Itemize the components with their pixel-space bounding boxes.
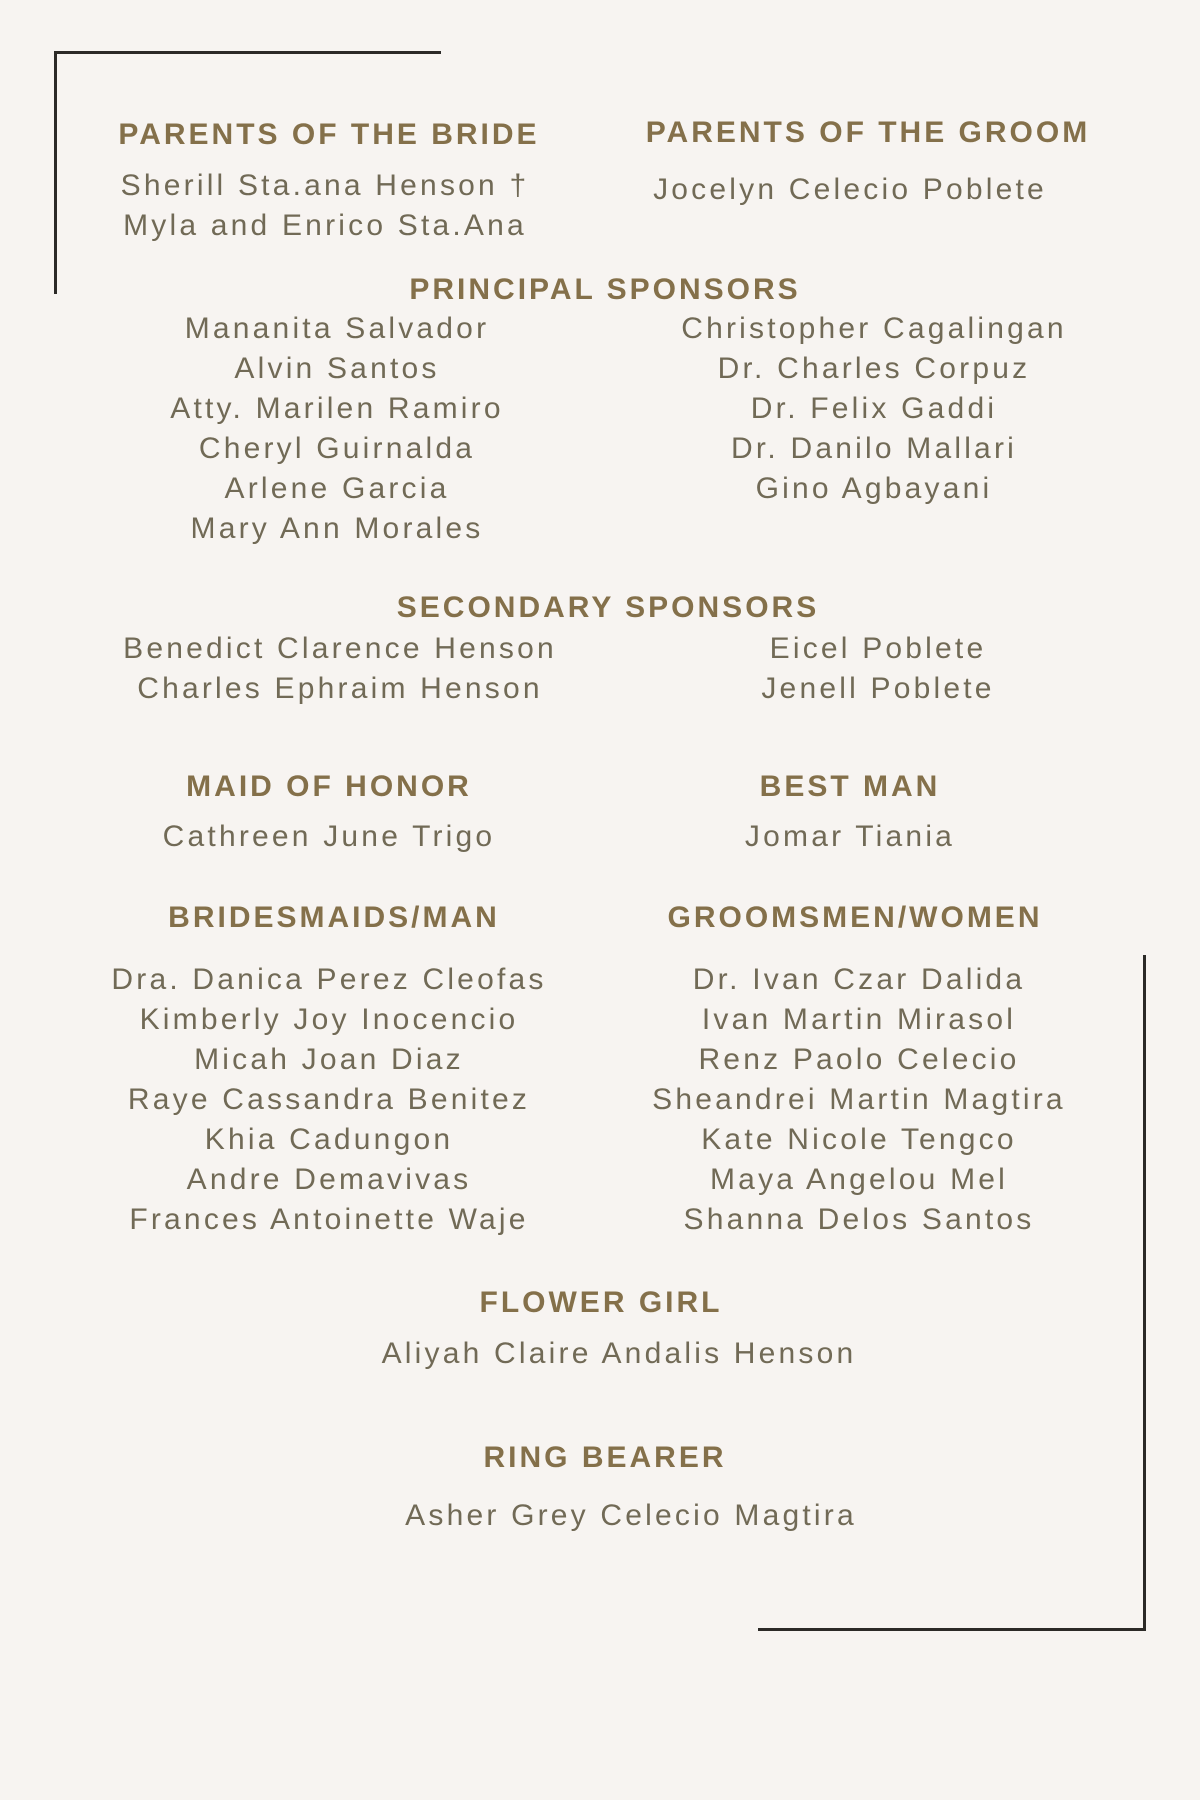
name-item: Myla and Enrico Sta.Ana — [123, 209, 527, 242]
name-item: Maya Angelou Mel — [709, 1163, 1009, 1196]
frame-left-line — [54, 51, 57, 294]
name-item: Shanna Delos Santos — [683, 1203, 1035, 1236]
best-man-name: Jomar Tiania — [744, 820, 956, 853]
name-item: Kimberly Joy Inocencio — [139, 1003, 519, 1036]
name-item: Alvin Santos — [234, 352, 440, 385]
parents-of-bride-heading: PARENTS OF THE BRIDE — [118, 118, 540, 151]
ring-bearer-name: Asher Grey Celecio Magtira — [405, 1499, 857, 1532]
principal-sponsors-heading: PRINCIPAL SPONSORS — [409, 273, 801, 306]
secondary-sponsors-heading: SECONDARY SPONSORS — [396, 591, 820, 624]
secondary-sponsors-right-list — [761, 629, 994, 709]
name-item: Dr. Danilo Mallari — [731, 432, 1017, 465]
parents-of-bride-list — [121, 166, 530, 246]
maid-of-honor-name: Cathreen June Trigo — [162, 820, 496, 853]
maid-of-honor-heading: MAID OF HONOR — [186, 770, 472, 803]
frame-right-line — [1143, 955, 1146, 1631]
name-item: Mary Ann Morales — [190, 512, 484, 545]
name-item: Micah Joan Diaz — [194, 1043, 464, 1076]
parents-of-groom-heading: PARENTS OF THE GROOM — [645, 116, 1091, 149]
name-item: Dr. Charles Corpuz — [717, 352, 1031, 385]
name-item: Mananita Salvador — [184, 312, 490, 345]
name-item: Cheryl Guirnalda — [198, 432, 476, 465]
name-item: Arlene Garcia — [224, 472, 450, 505]
bridesmaids-list — [111, 960, 546, 1240]
name-item: Sherill Sta.ana Henson † — [120, 169, 530, 202]
name-item: Eicel Poblete — [769, 632, 987, 665]
best-man-heading: BEST MAN — [759, 770, 941, 803]
name-item: Jocelyn Celecio Poblete — [653, 173, 1047, 206]
name-item: Jenell Poblete — [761, 672, 995, 705]
name-item: Dr. Ivan Czar Dalida — [692, 963, 1026, 996]
name-item: Andre Demavivas — [186, 1163, 472, 1196]
parents-of-groom-list — [653, 170, 1047, 210]
frame-top-line — [54, 51, 441, 54]
groomsmen-heading: GROOMSMEN/WOMEN — [667, 901, 1043, 934]
name-item: Sheandrei Martin Magtira — [652, 1083, 1066, 1116]
name-item: Khia Cadungon — [204, 1123, 454, 1156]
name-item: Dr. Felix Gaddi — [750, 392, 998, 425]
name-item: Atty. Marilen Ramiro — [170, 392, 504, 425]
name-item: Benedict Clarence Henson — [123, 632, 557, 665]
name-item: Christopher Cagalingan — [681, 312, 1067, 345]
name-item: Ivan Martin Mirasol — [701, 1003, 1017, 1036]
secondary-sponsors-left-list — [123, 629, 557, 709]
principal-sponsors-right-list — [681, 309, 1067, 509]
flower-girl-heading: FLOWER GIRL — [479, 1286, 723, 1319]
bridesmaids-heading: BRIDESMAIDS/MAN — [168, 901, 500, 934]
principal-sponsors-left-list — [170, 309, 504, 549]
name-item: Charles Ephraim Henson — [137, 672, 543, 705]
name-item: Dra. Danica Perez Cleofas — [111, 963, 547, 996]
flower-girl-name: Aliyah Claire Andalis Henson — [381, 1337, 857, 1370]
name-item: Gino Agbayani — [755, 472, 993, 505]
frame-bottom-line — [758, 1628, 1146, 1631]
name-item: Frances Antoinette Waje — [129, 1203, 529, 1236]
groomsmen-list — [652, 960, 1066, 1240]
name-item: Renz Paolo Celecio — [698, 1043, 1020, 1076]
name-item: Kate Nicole Tengco — [701, 1123, 1017, 1156]
name-item: Raye Cassandra Benitez — [127, 1083, 531, 1116]
ring-bearer-heading: RING BEARER — [483, 1441, 727, 1474]
